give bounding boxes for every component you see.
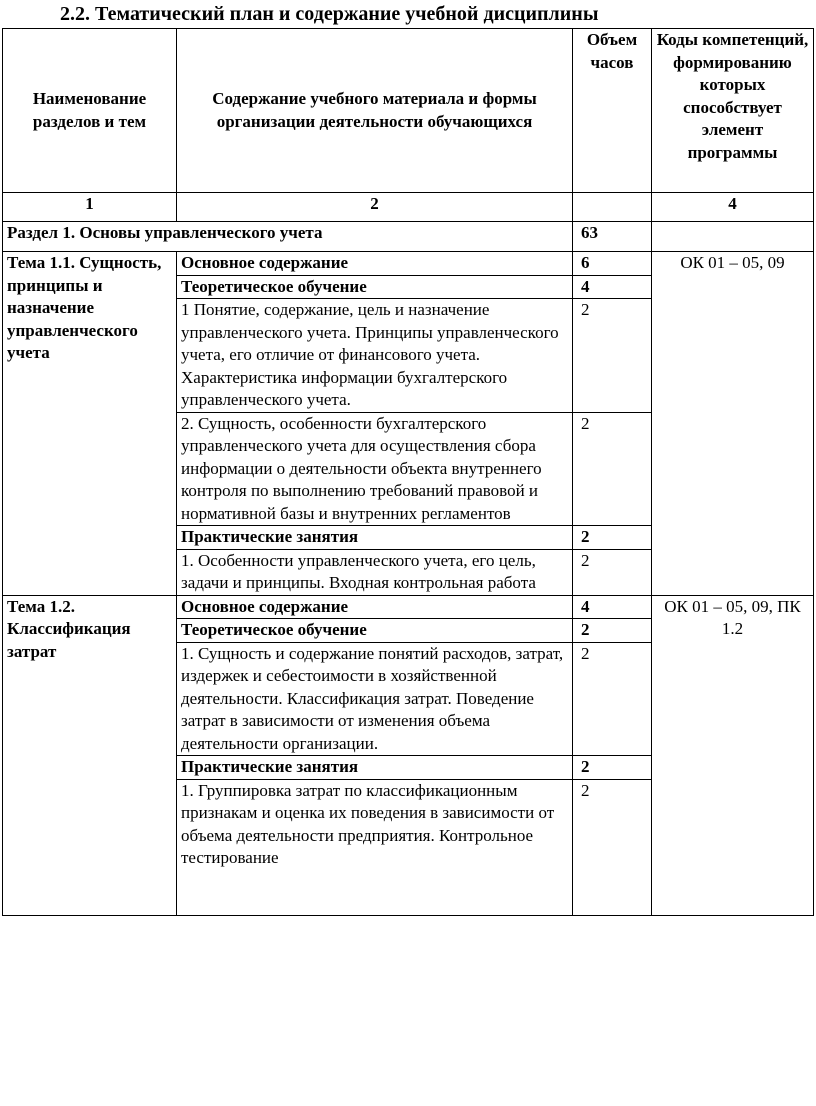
practice-item-hours: 2	[573, 549, 652, 595]
main-content-label: Основное содержание	[177, 595, 573, 619]
content-item: 1. Сущность и содержание понятий расходов, затрат, издержек и себестоимости в хозяйственной деятельности. Классификация затрат. Поведение затрат в зависимости от изменения объема деятельности организации.	[177, 642, 573, 756]
main-content-label: Основное содержание	[177, 252, 573, 276]
content-item: 2. Сущность, особенности бухгалтерского управленческого учета для осуществления сбора информации о деятельности объекта внутреннего контроля по выполнению требований правовой и нормативной базы и внутренних регламентов	[177, 412, 573, 526]
column-number-4: 4	[652, 193, 814, 222]
practice-item: 1. Группировка затрат по классификационным признакам и оценка их поведения в зависимости от объема деятельности предприятия. Контрольное тестирование	[177, 779, 573, 915]
content-item: 1 Понятие, содержание, цель и назначение управленческого учета. Принципы управленческого учета, его отличие от финансового учета. Характеристика информации бухгалтерского управленческого учета.	[177, 299, 573, 413]
theory-hours: 4	[573, 275, 652, 299]
column-number-2: 2	[177, 193, 573, 222]
practice-hours: 2	[573, 526, 652, 550]
column-number-1: 1	[3, 193, 177, 222]
section-hours: 63	[573, 222, 652, 252]
practice-item: 1. Особенности управленческого учета, его цель, задачи и принципы. Входная контрольная работа	[177, 549, 573, 595]
main-content-hours: 4	[573, 595, 652, 619]
header-hours: Объем часов	[573, 29, 652, 193]
header-content: Содержание учебного материала и формы организации деятельности обучающихся	[177, 29, 573, 193]
content-item-hours: 2	[573, 642, 652, 756]
header-sections-topics: Наименование разделов и тем	[3, 29, 177, 193]
main-content-hours: 6	[573, 252, 652, 276]
header-row	[3, 29, 814, 193]
theory-label: Теоретическое обучение	[177, 619, 573, 643]
column-numbers-row	[3, 193, 814, 222]
section-label: Раздел 1. Основы управленческого учета	[3, 222, 573, 252]
section-row	[3, 222, 814, 252]
topic-name: Тема 1.2. Классификация затрат	[3, 595, 177, 915]
table-row	[3, 595, 814, 619]
content-item-hours: 2	[573, 412, 652, 526]
header-competencies: Коды компетенций, формированию которых способствует элемент программы	[652, 29, 814, 193]
content-item-hours: 2	[573, 299, 652, 413]
table-row	[3, 252, 814, 276]
topic-competencies: ОК 01 – 05, 09	[652, 252, 814, 596]
column-number-3	[573, 193, 652, 222]
theory-label: Теоретическое обучение	[177, 275, 573, 299]
practice-item-hours: 2	[573, 779, 652, 915]
topic-name: Тема 1.1. Сущность, принципы и назначение управленческого учета	[3, 252, 177, 596]
practice-label: Практические занятия	[177, 526, 573, 550]
section-competencies	[652, 222, 814, 252]
page-title: 2.2. Тематический план и содержание учебной дисциплины	[60, 3, 599, 25]
practice-label: Практические занятия	[177, 756, 573, 780]
practice-hours: 2	[573, 756, 652, 780]
thematic-plan-table	[2, 28, 814, 916]
theory-hours: 2	[573, 619, 652, 643]
topic-competencies: ОК 01 – 05, 09, ПК 1.2	[652, 595, 814, 915]
